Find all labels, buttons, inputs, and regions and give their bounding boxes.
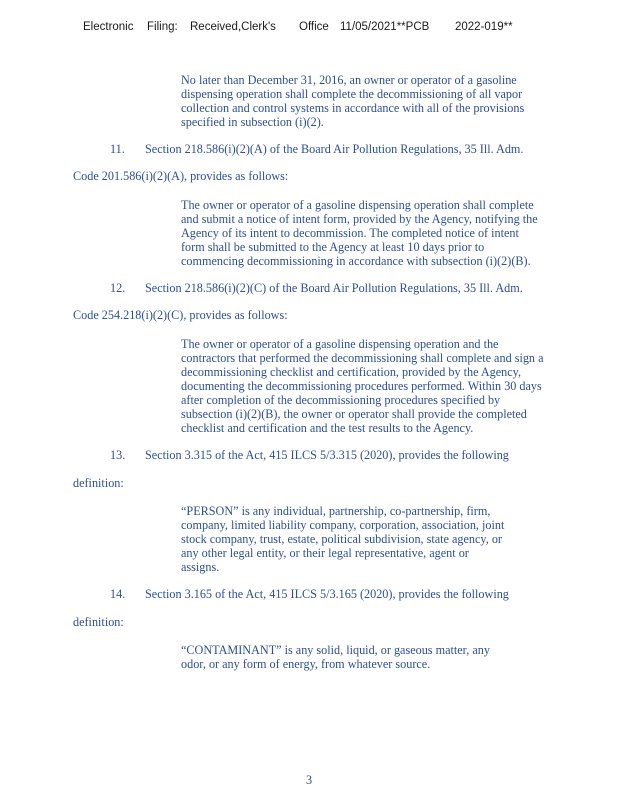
quote-line: The owner or operator of a gasoline dispensing operation shall complete [181,198,534,212]
quote-line: No later than December 31, 2016, an owner or operator of a gasoline [181,73,517,87]
quote-line: form shall be submitted to the Agency at least 10 days prior to [181,240,485,254]
paragraph-number: 12. [110,281,126,295]
quote-line: checklist and certification and the test results to the Agency. [181,421,474,435]
quote-line: collection and control systems in accordance with all of the provisions [181,101,525,115]
quote-line: company, limited liability company, corporation, association, joint [181,518,505,532]
header-office: Office [299,21,329,33]
quote-line: after completion of the decommissioning procedures specified by [181,393,501,407]
paragraph-13-lead [110,448,509,462]
quote-line: decommissioning checklist and certification, provided by the Agency, [181,365,522,379]
quote-line: “CONTAMINANT” is any solid, liquid, or gaseous matter, any [181,643,490,657]
quote-line: “PERSON” is any individual, partnership, co-partnership, firm, [181,504,491,518]
header-filing: Filing: [147,21,178,33]
paragraph-11-lead [110,142,523,156]
quote-line: assigns. [181,560,220,574]
quote-line: documenting the decommissioning procedures performed. Within 30 days [181,379,542,393]
paragraph-14-lead [110,587,509,601]
paragraph-13-continuation: definition: [73,476,124,490]
paragraph-number: 14. [110,587,126,601]
paragraph-12-lead [110,281,523,295]
quote-line: and submit a notice of intent form, provided by the Agency, notifying the [181,212,538,226]
quote-line: subsection (i)(2)(B), the owner or operator shall provide the completed [181,407,527,421]
intro-quote [181,73,585,129]
paragraph-lead-text: Section 3.165 of the Act, 415 ILCS 5/3.165 (2020), provides the following [145,587,509,601]
paragraph-number: 13. [110,448,126,462]
header-electronic: Electronic [83,21,134,33]
paragraph-11-quote [181,198,585,268]
header-docket: 2022-019** [455,21,513,33]
quote-line: dispensing operation shall complete the decommissioning of all vapor [181,87,523,101]
paragraph-12-quote [181,337,585,435]
header-date: 11/05/2021**PCB [340,21,430,33]
paragraph-14-quote [181,643,585,671]
filing-header [0,21,618,37]
paragraph-number: 11. [110,142,125,156]
page-number: 3 [305,773,313,787]
header-received: Received,Clerk's [190,21,276,33]
paragraph-lead-text: Section 218.586(i)(2)(C) of the Board Air Pollution Regulations, 35 Ill. Adm. [145,281,523,295]
paragraph-14-continuation: definition: [73,615,124,629]
paragraph-12-continuation: Code 254.218(i)(2)(C), provides as follows: [73,308,288,322]
quote-line: contractors that performed the decommissioning shall complete and sign a [181,351,544,365]
paragraph-lead-text: Section 3.315 of the Act, 415 ILCS 5/3.315 (2020), provides the following [145,448,509,462]
paragraph-lead-text: Section 218.586(i)(2)(A) of the Board Air Pollution Regulations, 35 Ill. Adm. [145,142,524,156]
quote-line: any other legal entity, or their legal representative, agent or [181,546,469,560]
quote-line: stock company, trust, estate, political subdivision, state agency, or [181,532,502,546]
paragraph-13-quote [181,504,585,574]
quote-line: specified in subsection (i)(2). [181,115,324,129]
quote-line: Agency of its intent to decommission. The completed notice of intent [181,226,519,240]
quote-line: odor, or any form of energy, from whatever source. [181,657,431,671]
quote-line: commencing decommissioning in accordance with subsection (i)(2)(B). [181,254,531,268]
quote-line: The owner or operator of a gasoline dispensing operation and the [181,337,499,351]
paragraph-11-continuation: Code 201.586(i)(2)(A), provides as follows: [73,169,289,183]
